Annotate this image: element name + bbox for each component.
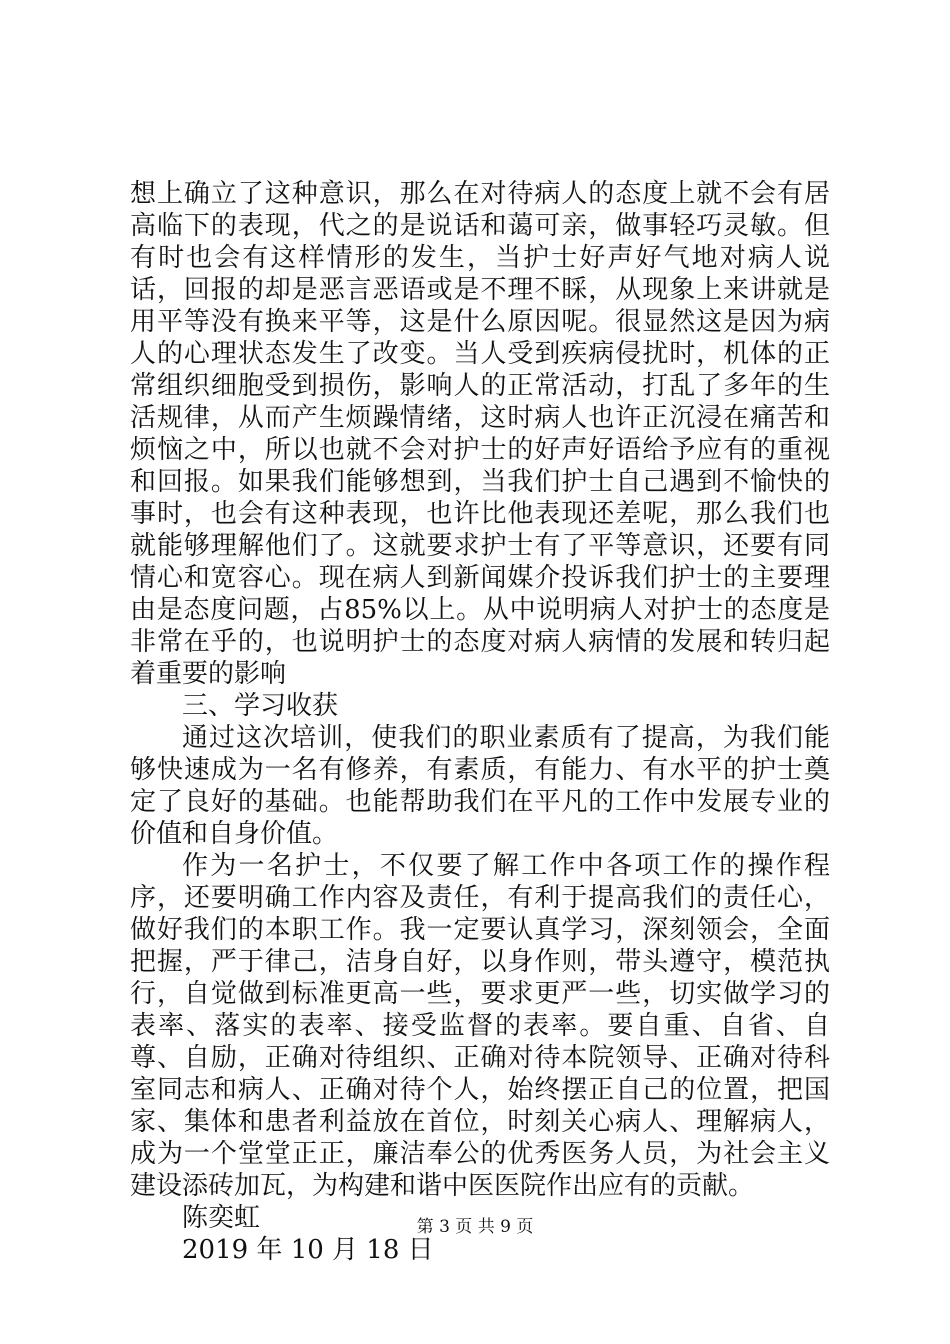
page-footer: 第 3 页 共 9 页 bbox=[416, 1217, 534, 1237]
section-heading: 三、学习收获 bbox=[182, 691, 339, 721]
document-body bbox=[130, 178, 830, 1266]
paragraph-continuation: 想上确立了这种意识，那么在对待病人的态度上就不会有居高临下的表现，代之的是说话和蔼可亲，做事轻巧灵敏。但有时也会有这样情形的发生，当护士好声好气地对病人说话，回报的却是恶言恶语或是不理不睬，从现象上来讲就是用平等没有换来平等，这是什么原因呢。很显然这是因为病人的心理状态发生了改变。当人受到疾病侵扰时，机体的正常组织细胞受到损伤，影响人的正常活动，打乱了多年的生活规律，从而产生烦躁情绪，这时病人也许正沉浸在痛苦和烦恼之中，所以也就不会对护士的好声好语给予应有的重视和回报。如果我们能够想到，当我们护士自己遇到不愉快的事时，也会有这种表现，也许比他表现还差呢，那么我们也就能够理解他们了。这就要求护士有了平等意识，还要有同情心和宽容心。现在病人到新闻媒介投诉我们护士的主要理由是态度问题，占85%以上。从中说明病人对护士的态度是非常在乎的，也说明护士的态度对病人病情的发展和转归起着重要的影响 bbox=[130, 179, 830, 689]
signature-name: 陈奕虹 bbox=[182, 1203, 261, 1233]
paragraph-commitment: 作为一名护士，不仅要了解工作中各项工作的操作程序，还要明确工作内容及责任，有利于提高我们的责任心，做好我们的本职工作。我一定要认真学习，深刻领会，全面把握，严于律己，洁身自好，以身作则，带头遵守，模范执行，自觉做到标准更高一些，要求更严一些，切实做学习的表率、落实的表率、接受监督的表率。要自重、自省、自尊、自励，正确对待组织、正确对待本院领导、正确对待科室同志和病人、正确对待个人，始终摆正自己的位置，把国家、集体和患者利益放在首位，时刻关心病人、理解病人，成为一个堂堂正正，廉洁奉公的优秀医务人员，为社会主义建设添砖加瓦，为构建和谐中医医院作出应有的贡献。 bbox=[130, 851, 830, 1201]
paragraph-gains: 通过这次培训，使我们的职业素质有了提高，为我们能够快速成为一名有修养，有素质，有能力、有水平的护士奠定了良好的基础。也能帮助我们在平凡的工作中发展专业的价值和自身价值。 bbox=[130, 723, 830, 849]
signature-date: 2019 年 10 月 18 日 bbox=[182, 1235, 434, 1265]
